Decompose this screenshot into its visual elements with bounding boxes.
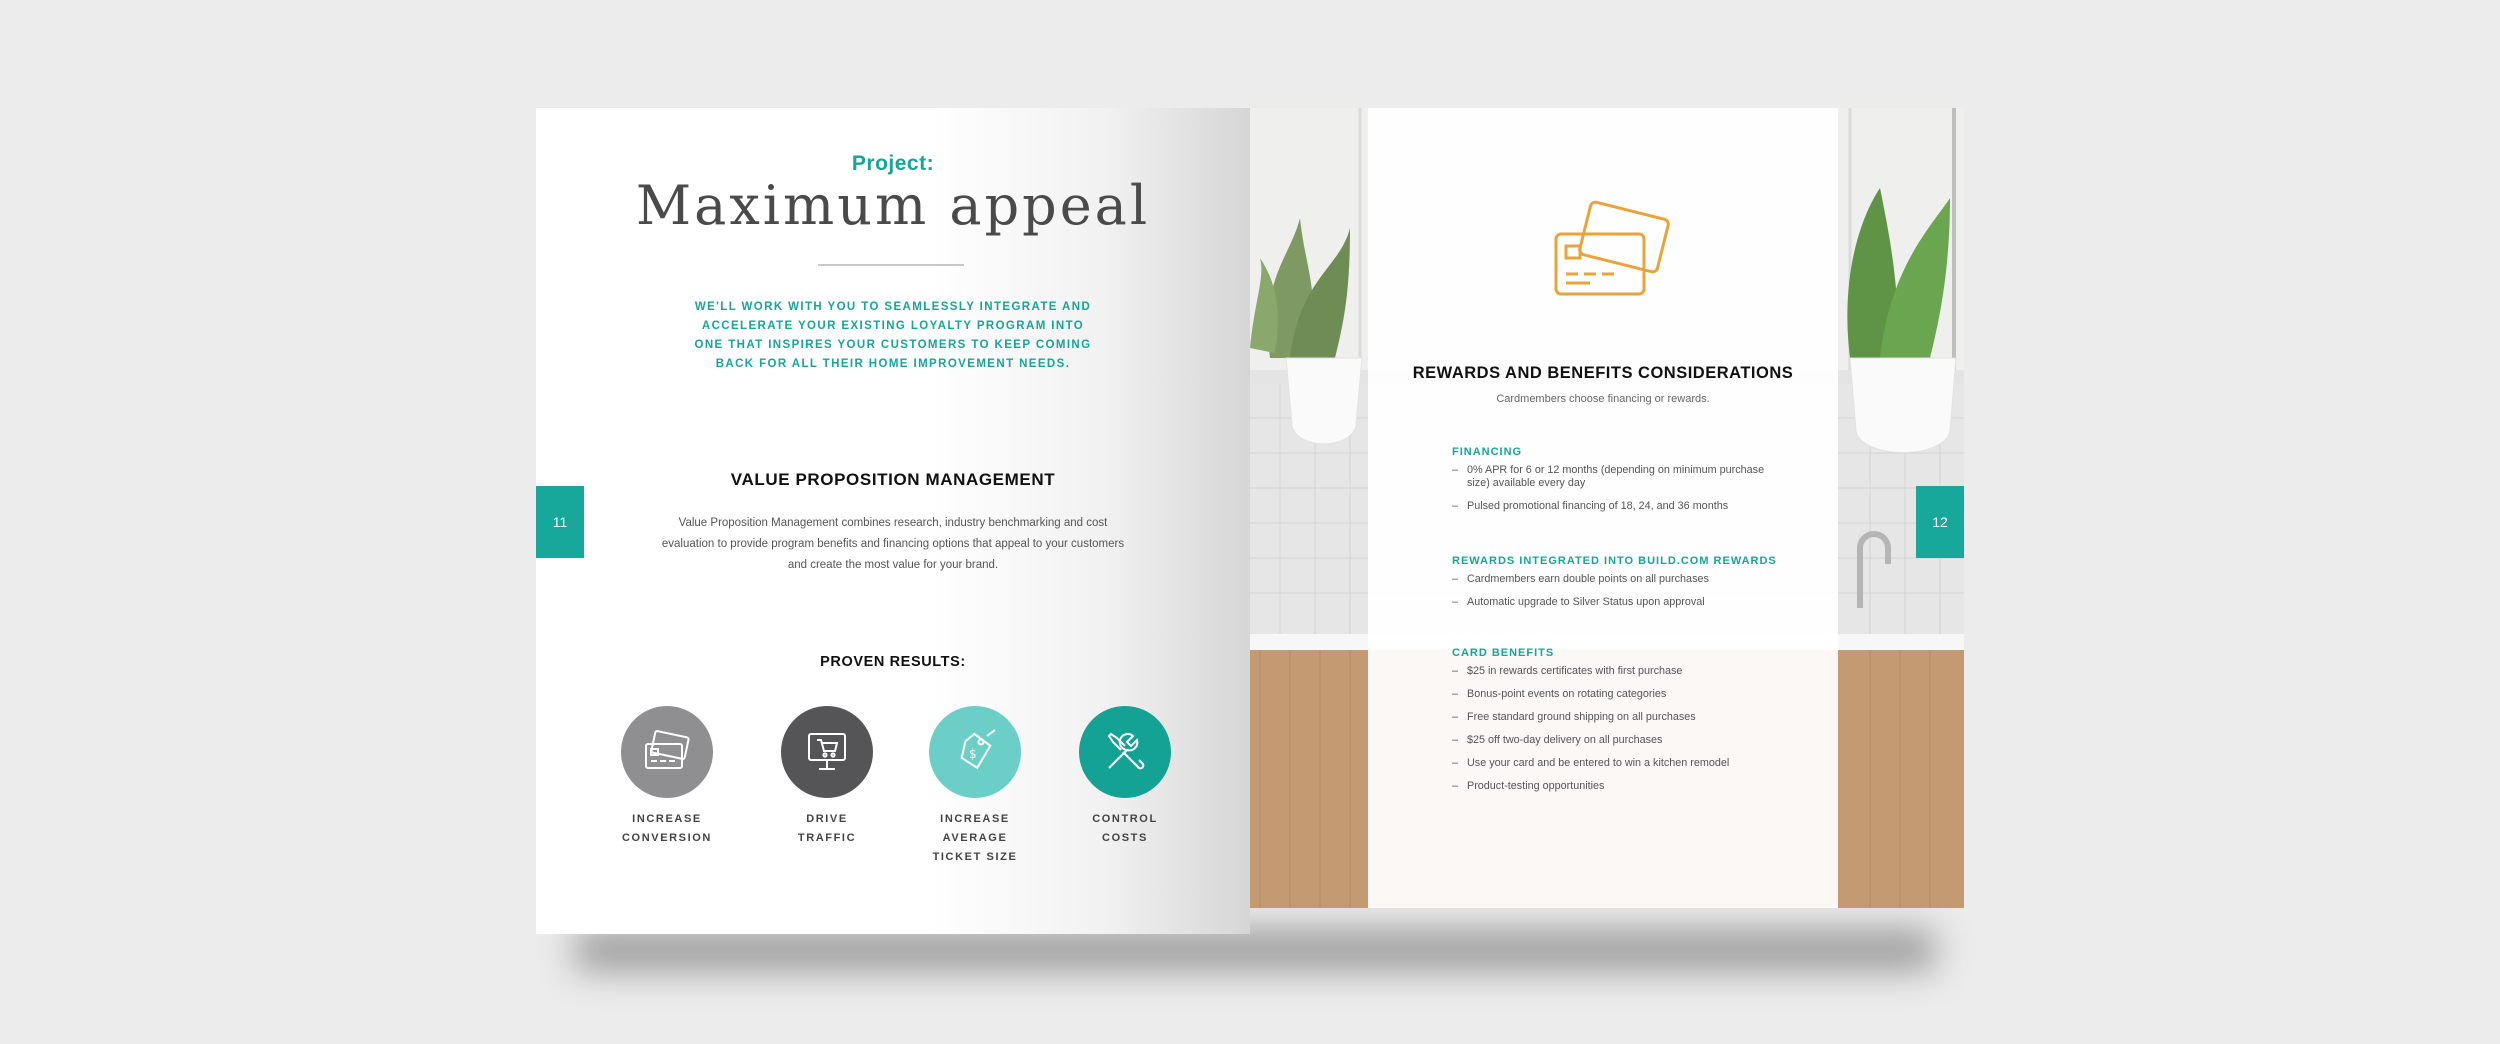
list-item: – Use your card and be entered to win a kitchen remodel	[1452, 757, 1782, 770]
page-number: 12	[1932, 514, 1948, 530]
brochure-spread	[536, 108, 1964, 934]
credit-cards-icon	[1550, 200, 1680, 310]
section-title: FINANCING	[1452, 446, 1523, 458]
page-number: 11	[552, 514, 568, 530]
list-item: – Bonus-point events on rotating categories	[1452, 688, 1782, 701]
spread-shadow	[575, 930, 1935, 970]
list-item: – Cardmembers earn double points on all purchases	[1452, 573, 1782, 586]
list-item: – Pulsed promotional financing of 18, 24, and 36 months	[1452, 500, 1782, 513]
list-item: – $25 off two-day delivery on all purchases	[1452, 734, 1782, 747]
list-item: – $25 in rewards certificates with first purchase	[1452, 665, 1782, 678]
svg-text:$: $	[969, 747, 977, 761]
section-title: REWARDS INTEGRATED INTO BUILD.COM REWARDS	[1452, 555, 1777, 567]
right-page	[1250, 108, 1964, 908]
result-increase-ticket-size	[910, 706, 1040, 867]
list-item: – Product-testing opportunities	[1452, 780, 1782, 793]
result-circle	[1079, 706, 1171, 798]
left-page	[536, 108, 1250, 934]
rewards-subheading: Cardmembers choose financing or rewards.	[1496, 393, 1710, 405]
result-circle	[781, 706, 873, 798]
bullet-list	[1452, 573, 1782, 609]
result-circle	[621, 706, 713, 798]
title-divider	[818, 264, 964, 266]
shopping-cart-monitor-icon	[797, 722, 857, 782]
result-control-costs	[1060, 706, 1190, 848]
vpm-body: Value Proposition Management combines research, industry benchmarking and cost evaluation to provide program benefits and financing options that appeal to your customers and create the most value for your brand.	[661, 517, 1125, 571]
result-increase-conversion	[602, 706, 732, 848]
page-number-tab-left	[536, 486, 584, 558]
result-circle	[929, 706, 1021, 798]
page-title: Maximum appeal	[635, 174, 1151, 237]
list-item: – Automatic upgrade to Silver Status upon approval	[1452, 596, 1782, 609]
price-tag-icon	[945, 722, 1005, 782]
result-label: DRIVE TRAFFIC	[797, 813, 857, 844]
list-item: – 0% APR for 6 or 12 months (depending on minimum purchase size) available every day	[1452, 464, 1782, 490]
section-card-benefits	[1452, 647, 1782, 803]
rewards-heading: REWARDS AND BENEFITS CONSIDERATIONS	[1412, 364, 1794, 382]
section-title: CARD BENEFITS	[1452, 647, 1555, 659]
vpm-heading: VALUE PROPOSITION MANAGEMENT	[730, 470, 1056, 489]
result-label: CONTROL COSTS	[1092, 813, 1158, 844]
result-label: INCREASE AVERAGE TICKET SIZE	[932, 813, 1018, 863]
bullet-list	[1452, 464, 1782, 513]
section-rewards	[1452, 555, 1782, 619]
wrench-screwdriver-icon	[1095, 722, 1155, 782]
result-drive-traffic	[762, 706, 892, 848]
page-number-tab-right	[1916, 486, 1964, 558]
bullet-list	[1452, 665, 1782, 793]
proven-results-heading: PROVEN RESULTS:	[820, 654, 966, 670]
result-label: INCREASE CONVERSION	[622, 813, 712, 844]
intro-text: WE'LL WORK WITH YOU TO SEAMLESSLY INTEGRATE AND ACCELERATE YOUR EXISTING LOYALTY PROGRAM INTO ONE THAT INSPIRES YOUR CUSTOMERS TO KEEP COMING BACK FOR ALL THEIR HOME IMPROVEMENT NEEDS.	[694, 301, 1092, 370]
section-financing	[1452, 446, 1782, 523]
list-item: – Free standard ground shipping on all purchases	[1452, 711, 1782, 724]
project-label: Project:	[851, 152, 935, 175]
credit-cards-icon	[637, 722, 697, 782]
